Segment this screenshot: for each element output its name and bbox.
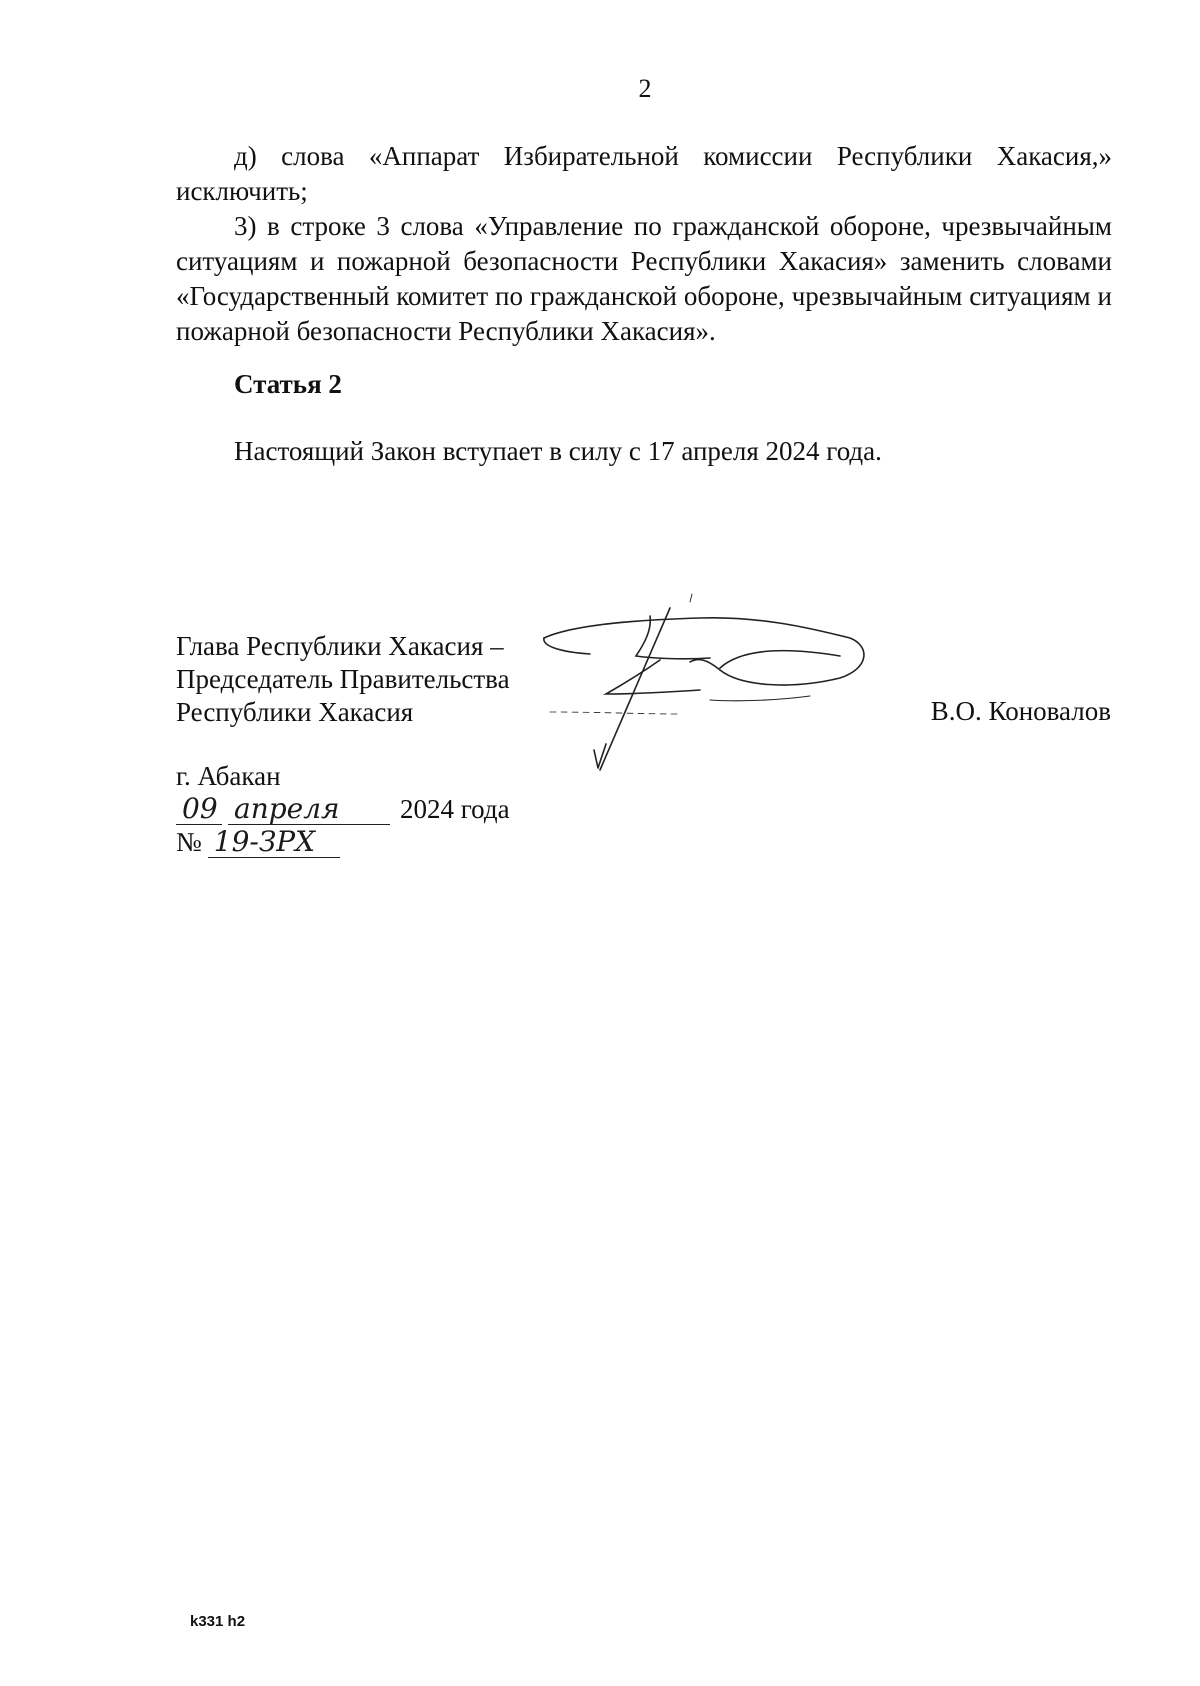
- signature-image: [540, 590, 880, 790]
- signer-position: [176, 630, 510, 729]
- handwritten-day: 09: [176, 794, 222, 825]
- handwritten-month: апреля: [228, 794, 390, 825]
- signer-name: В.О. Коновалов: [930, 696, 1111, 726]
- article-2-heading: Статья 2: [234, 369, 342, 399]
- handwritten-law-number: 19-ЗРХ: [208, 827, 340, 858]
- page-number: 2: [638, 74, 652, 103]
- date-line: [176, 793, 510, 826]
- document-code: k331 h2: [190, 1613, 246, 1630]
- city: г. Абакан: [176, 761, 281, 791]
- paragraph-d: д) слова «Аппарат Избирательной комиссии Республики Хакасия,» исключить;: [176, 141, 1112, 206]
- place-date-number: [176, 760, 510, 859]
- date-year: 2024 года: [400, 794, 510, 824]
- signer-position-line-1: Глава Республики Хакасия –: [176, 631, 504, 661]
- signer-position-line-3: Республики Хакасия: [176, 697, 414, 727]
- paragraph-3: 3) в строке 3 слова «Управление по гражданской обороне, чрезвычайным ситуациям и пожарной безопасности Республики Хакасия» заменить словами «Государственный комитет по гражданской обороне, чрезвычайным ситуациям и пожарной безопасности Республики Хакасия».: [176, 211, 1112, 346]
- amendment-text: [176, 139, 1112, 349]
- signer-position-line-2: Председатель Правительства: [176, 664, 510, 694]
- article-2-text: Настоящий Закон вступает в силу с 17 апреля 2024 года.: [234, 436, 882, 466]
- law-number-line: [176, 826, 510, 859]
- number-sign: №: [176, 827, 202, 857]
